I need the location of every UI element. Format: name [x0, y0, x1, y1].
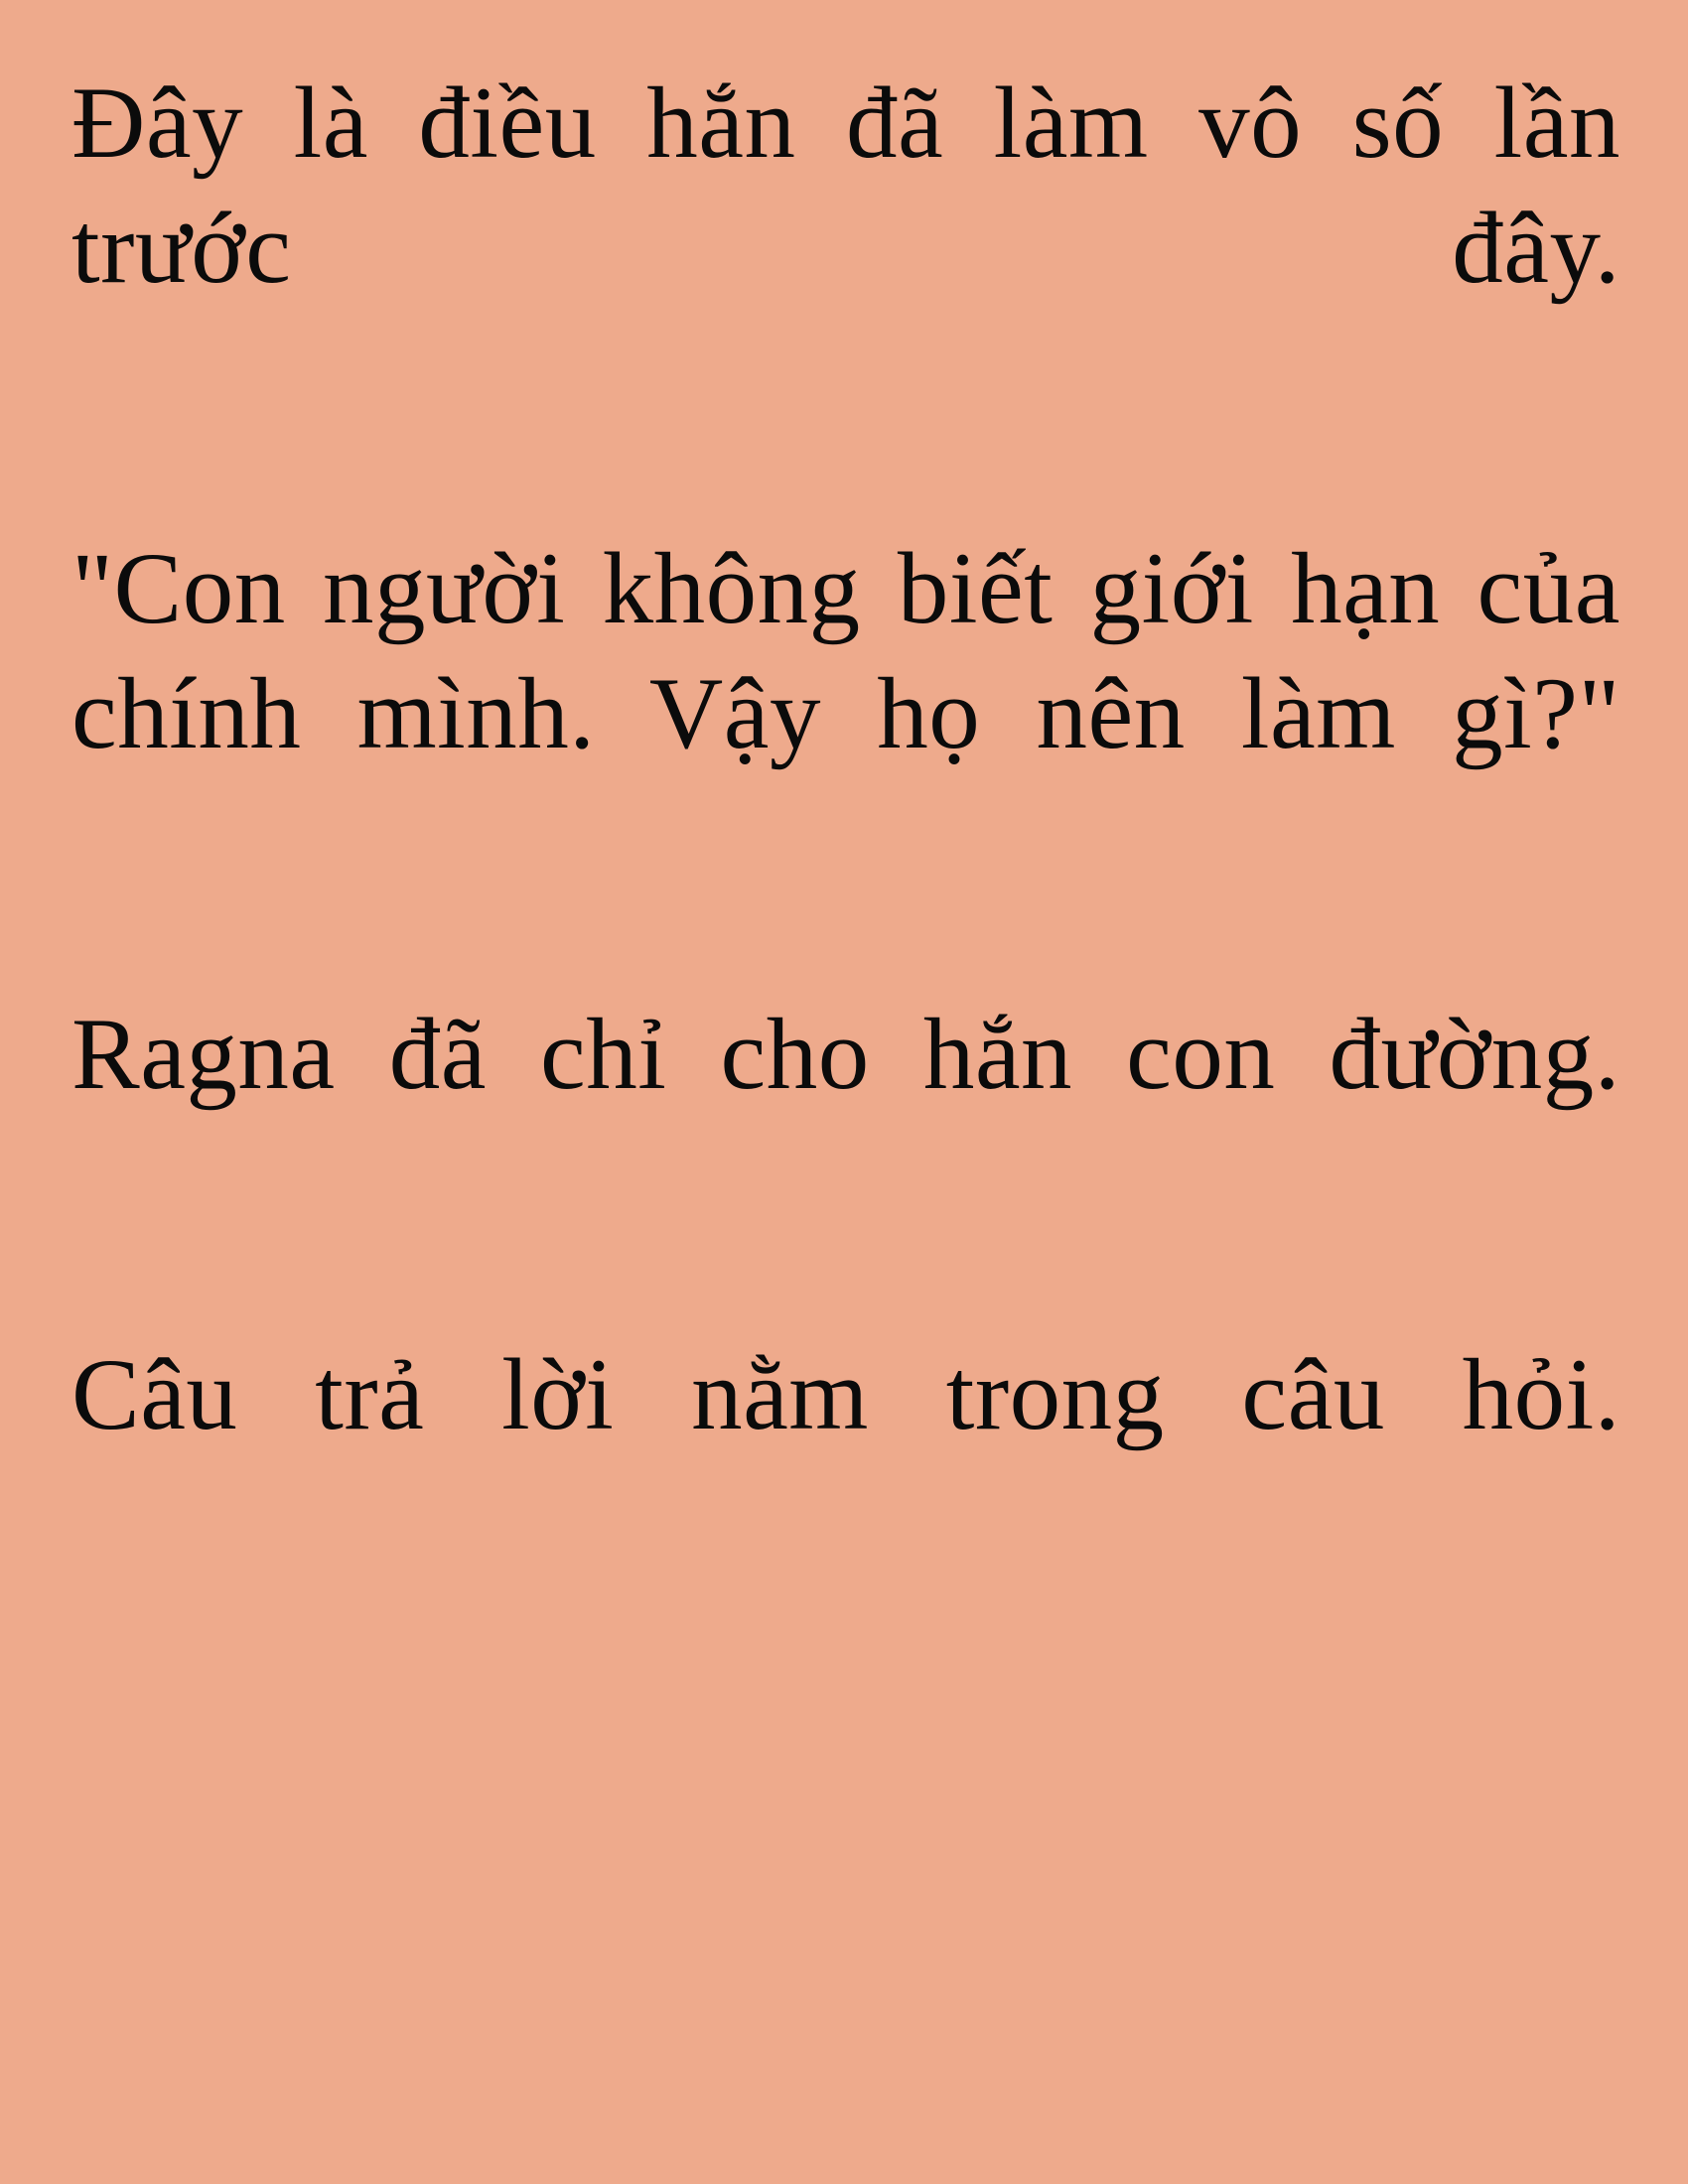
paragraph-1: Đây là điều hắn đã làm vô số lần trước đây. [71, 67, 1620, 305]
story-text-body [71, 62, 1626, 1583]
paragraph-4: Câu trả lời nằm trong câu hỏi. [71, 1338, 1620, 1452]
paragraph-2-dialogue: "Con người không biết giới hạn của chính mình. Vậy họ nên làm gì?" [71, 531, 1620, 770]
paragraph-3: Ragna đã chỉ cho hắn con đường. [71, 997, 1620, 1111]
